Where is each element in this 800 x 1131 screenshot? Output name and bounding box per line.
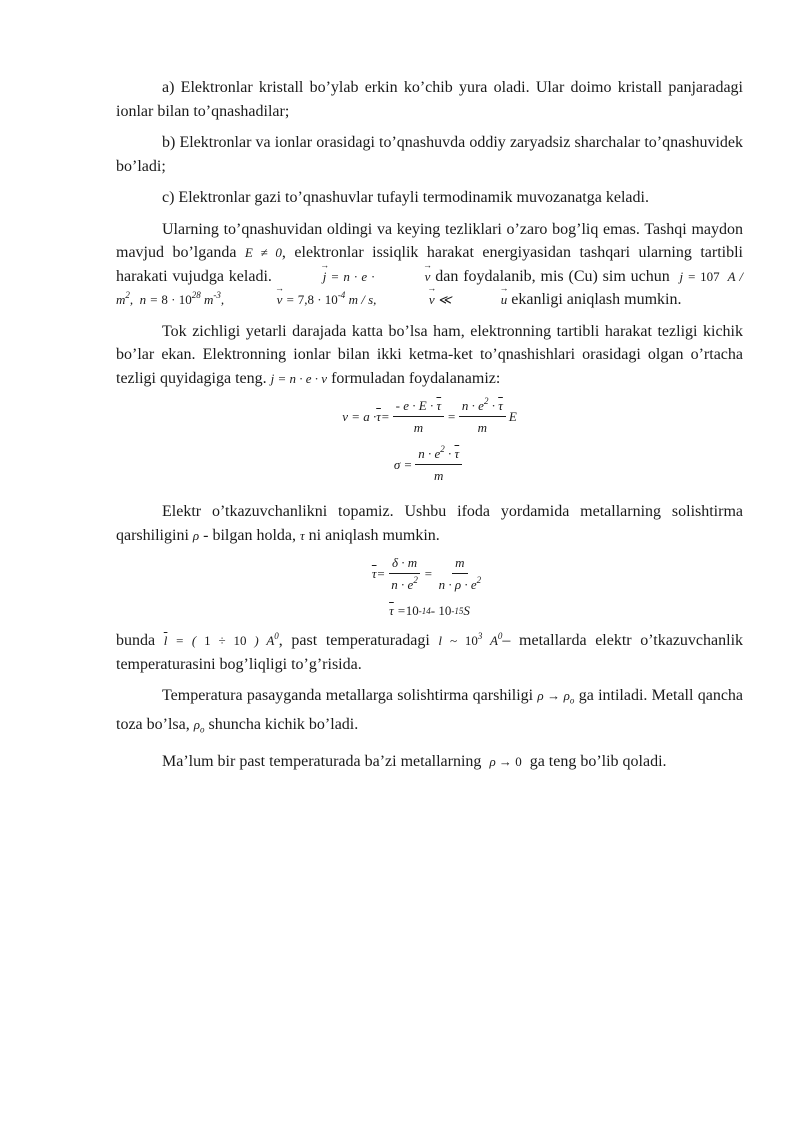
paragraph-free-path: bunda $\overline{l}$ = ( 1 ÷ 10 ) $A^0$, past temperaturadagi l ~ $10^3$ $A^0-$ metallarda elektr o’tkazuvchanlik temperaturasini bog’liqligi to’g’risida. bbox=[116, 631, 744, 673]
paragraph-velocity: Tok zichligi yetarli darajada katta bo’lsa ham, elektronning tartibli harakat tezligi kichik bo’lar ekan. Elektronning ionlar bilan ikki ketma-ket to’qnashishlari orasidagi olgan o’rtacha tezligi quyidagiga teng. j = n · e · v formuladan foydalanamiz: bbox=[116, 322, 743, 387]
document-page bbox=[116, 76, 743, 782]
paragraph-a bbox=[116, 76, 743, 123]
formula-conductivity: σ = $\frac{n \cdot e^2 \cdot \overline{\tau}}{m}$ bbox=[116, 446, 743, 484]
formula-tau: $\overline{\tau}$ = $\frac{\delta \cdot m}{n \cdot e^2}$ = $\frac{m}{n \cdot \rho \cdot e^2}$ bbox=[371, 555, 482, 592]
math-rho-to-zero: ρ → 0 bbox=[489, 754, 522, 770]
paragraph-a-text: a) Elektronlar kristall bo’ylab erkin ko’chib yura oladi. Ular doimo kristall panjaradagi ionlar bilan to’qnashadilar; bbox=[116, 79, 743, 120]
math-tau: τ bbox=[300, 527, 305, 543]
math-e-not-zero: E ≠ 0 bbox=[244, 245, 282, 260]
paragraph-c bbox=[116, 186, 743, 210]
math-low-temp-path: l ~ $10^3$ $A^0$ bbox=[438, 631, 503, 648]
paragraph-b-text: b) Elektronlar va ionlar orasidagi to’qnashuvda oddiy zaryadsiz sharchalar to’qnashuvidek bo’ladi; bbox=[116, 134, 743, 175]
math-rho: ρ bbox=[192, 527, 200, 543]
paragraph-conductivity: Elektr o’tkazuvchanlikni topamiz. Ushbu ifoda yordamida metallarning solishtirma qarshiligini ρ - bilgan holda, τ ni aniqlash mumkin. bbox=[116, 503, 743, 544]
math-j-nev: j = n · e · v bbox=[270, 370, 328, 386]
paragraph-c-text: c) Elektronlar gazi to’qnashuvlar tufayli termodinamik muvozanatga keladi. bbox=[162, 189, 649, 206]
formula-tau-range: $\overline{\tau}$ = 10 -14 - 10 -15 S bbox=[389, 603, 470, 618]
paragraph-collisions: Ularning to’qnashuvidan oldingi va keying tezliklari o’zaro bog’liq emas. Tashqi maydon mavjud bo’lganda E ≠ 0, elektronlar issiqlik harakat energiyasidan tashqari ularning tartibli harakati vujudga keladi. → j = n · e · → v dan foydalanib, mis (Cu) sim uchun j = 107 A / $m^2$, $n = 8 \cdot 10^{28}$ $m^{-3}$, → $v = 7,8 \cdot 10^{-4}$ m / s, → v ≪ → u ekanligi aniqlash mumkin. bbox=[116, 218, 743, 312]
math-rho0: $\rho_o$ bbox=[193, 717, 205, 735]
paragraph-superconductivity: Ma’lum bir past temperaturada ba’zi metallarning ρ → 0 ga teng bo’lib qoladi. bbox=[162, 753, 667, 771]
paragraph-b bbox=[116, 131, 743, 178]
math-mean-free-path: $\overline{l}$ = ( 1 ÷ 10 ) $A^0$ bbox=[163, 631, 279, 648]
math-current-density: → j = n · e · → v bbox=[277, 269, 431, 284]
math-copper-values: j = 107 A / $m^2$, $n = 8 \cdot 10^{28}$ $m^{-3}$, → $v = 7,8 \cdot 10^{-4}$ m / s, → v ≪ → u bbox=[116, 269, 743, 308]
formula-velocity: v = a · $\overline{\tau}$ = $\frac{- e \cdot E \cdot \overline{\tau}}{m}$ = $\frac{n \cdot e^2 \cdot \overline{\tau}}{m}$ E bbox=[342, 396, 517, 435]
paragraph-temperature: Temperatura pasayganda metallarga solishtirma qarshiligi $\rho \to \rho_o$ ga intiladi. Metall qancha toza bo’lsa, $\rho_o$ shuncha kichik bo’ladi. bbox=[116, 687, 744, 735]
math-rho-to-rho0: $\rho \to \rho_o$ bbox=[537, 688, 575, 706]
